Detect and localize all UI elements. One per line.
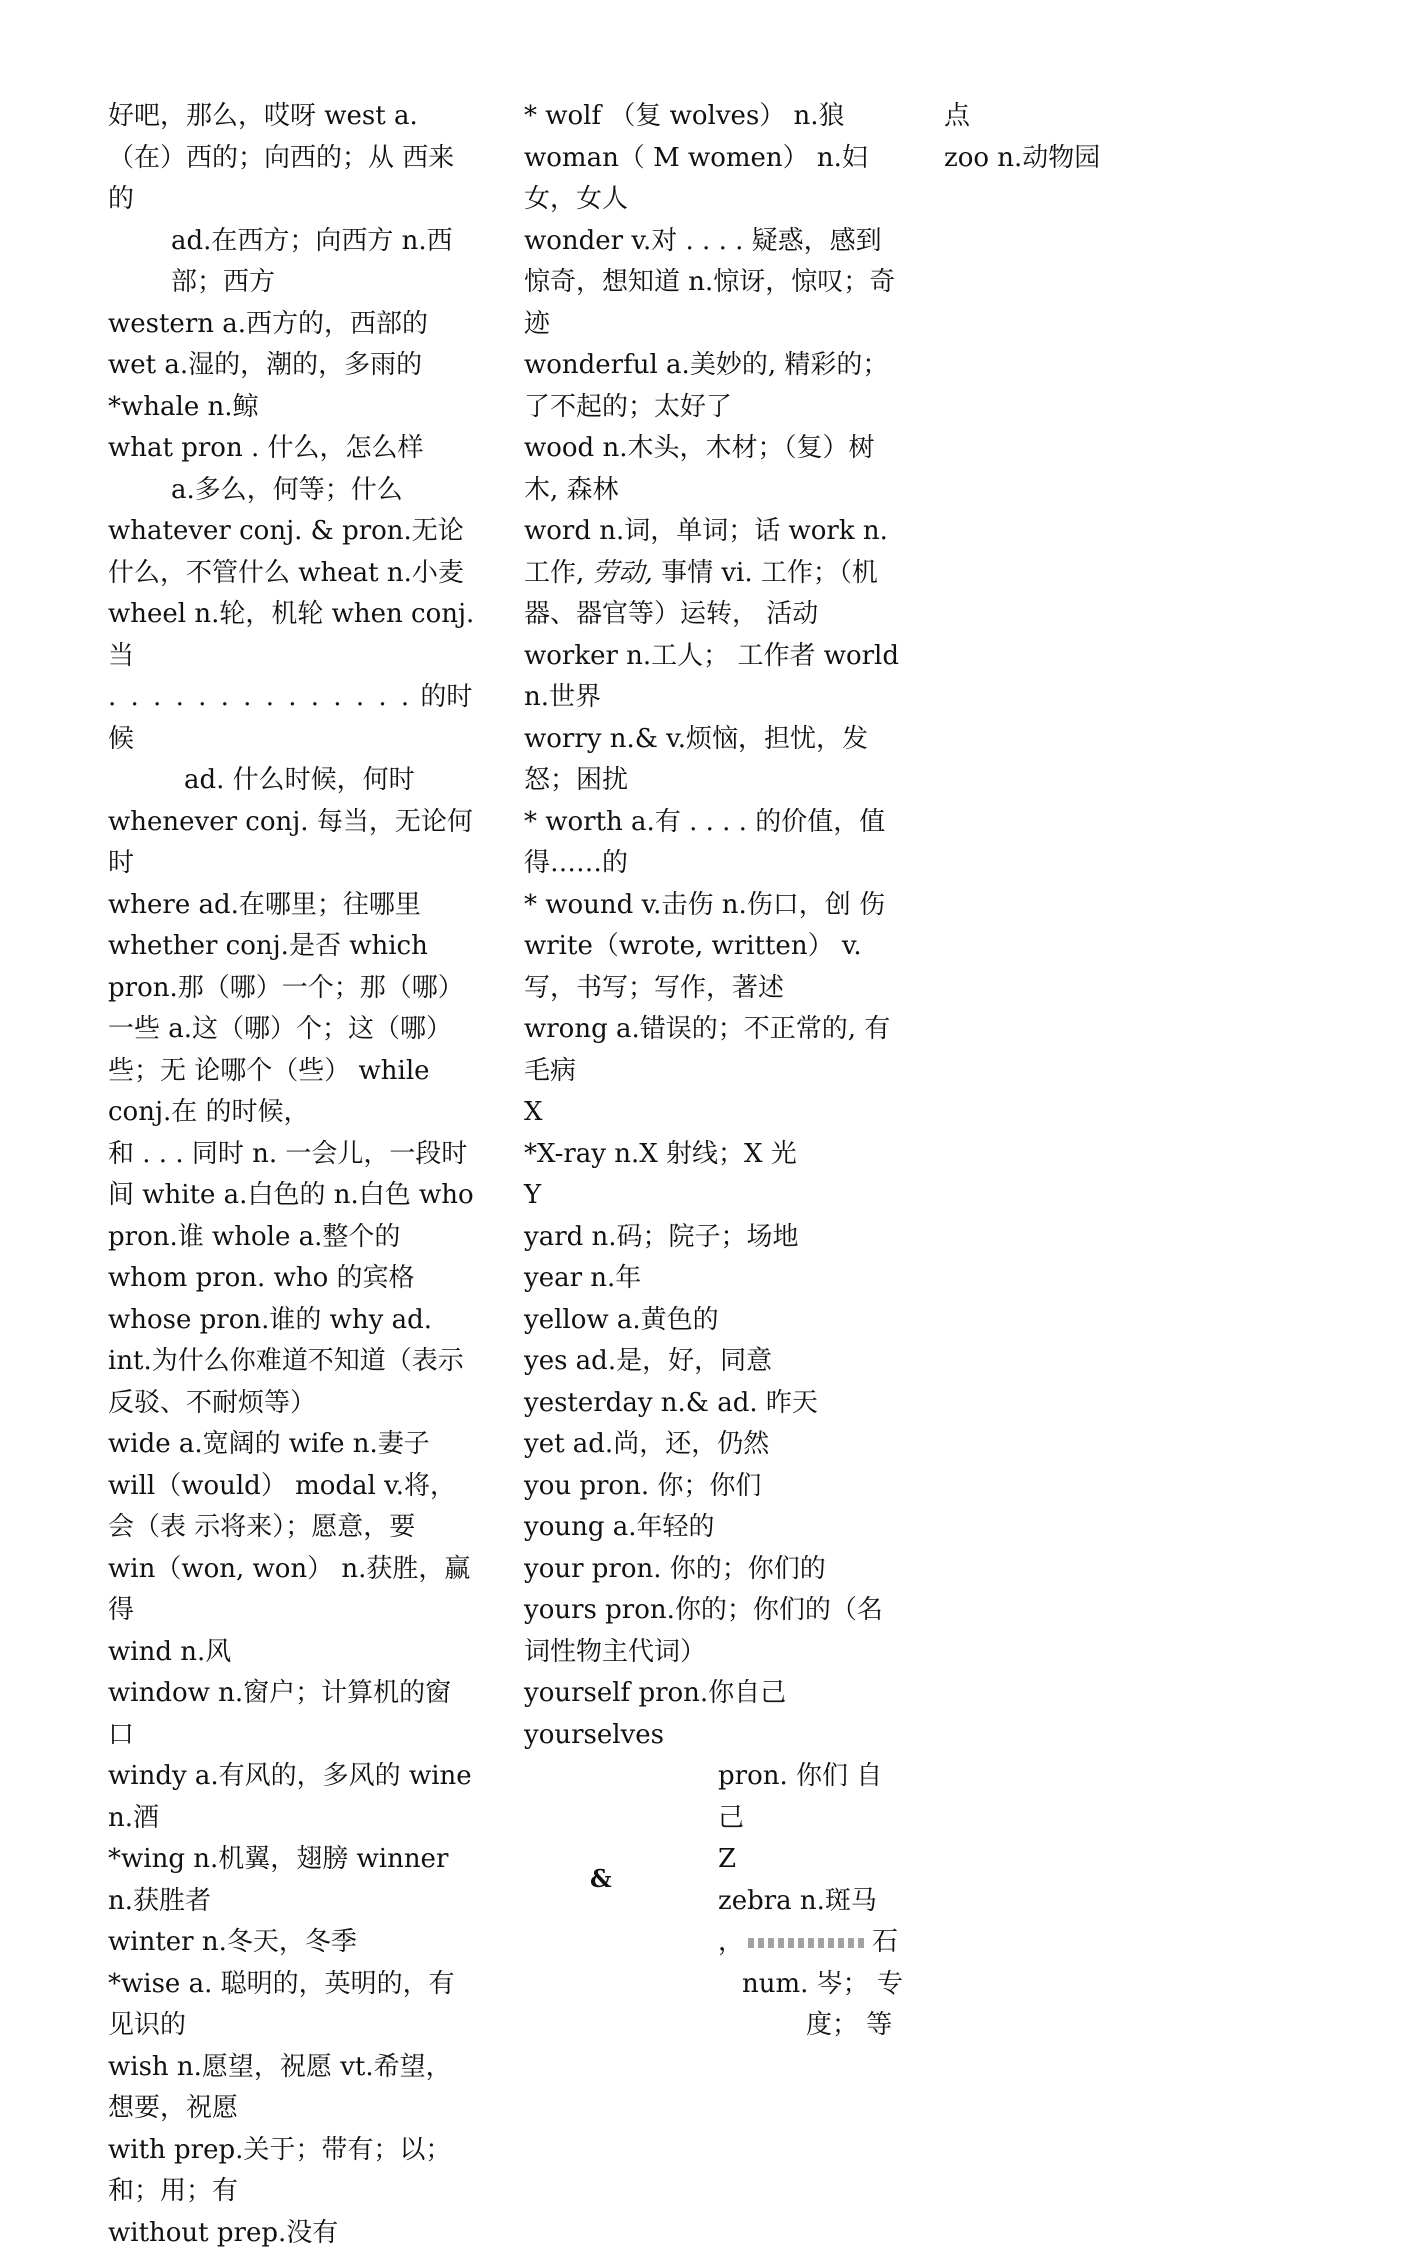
column-right: [944, 96, 1124, 179]
entry: a.多么，何等；什么: [108, 470, 480, 512]
entry: will（would） modal v.将，会（表 示将来）；愿意，要: [108, 1466, 480, 1549]
entry: * worth a.有 . . . . 的价值，值得……的: [524, 802, 904, 885]
entry: western a.西方的，西部的 wet a.湿的，潮的，多雨的 *whale n.鲸: [108, 304, 480, 429]
entry: ad. 什么时候，何时: [108, 760, 480, 802]
entry: worry n.& v.烦恼，担忧，发 怒；困扰: [524, 719, 904, 802]
entry: * wound v.击伤 n.伤口，创 伤: [524, 885, 904, 927]
entry: you pron. 你；你们: [524, 1466, 904, 1508]
entry: 好吧，那么，哎呀 west a.: [108, 96, 480, 138]
entry: 度； 等: [524, 2005, 904, 2047]
entry: wonderful a.美妙的, 精彩的； 了不起的；太好了: [524, 345, 904, 428]
dots: . . . . . . . . . . . . . .: [108, 682, 412, 712]
entry: whether conj.是否 which pron.那（哪）一个；那（哪） 一些 a.这（哪）个；这（哪）些；无 论哪个（些） while conj.在 的时候，: [108, 926, 480, 1134]
entry: with prep.关于；带有；以；和；用；有: [108, 2130, 480, 2213]
entry: *X-ray n.X 射线；X 光: [524, 1134, 904, 1176]
entry-part: 石: [872, 1927, 898, 1957]
entry: * wolf （复 wolves） n.狼: [524, 96, 904, 138]
entry: num. 岑； 专: [524, 1964, 904, 2006]
entry: yesterday n.& ad. 昨天: [524, 1383, 904, 1425]
entry: yet ad.尚，还，仍然: [524, 1424, 904, 1466]
entry: *wing n.机翼，翅膀 winner n.获胜者: [108, 1839, 480, 1922]
garbled-line: [524, 1922, 904, 1964]
entry: yard n.码；院子；场地: [524, 1217, 904, 1259]
entry: window n.窗户；计算机的窗 口: [108, 1673, 480, 1756]
entry: woman（ M women） n.妇女，女人: [524, 138, 904, 221]
entry: yours pron.你的；你们的（名 词性物主代词）: [524, 1590, 904, 1673]
entry: winter n.冬天，冬季: [108, 1922, 480, 1964]
entry: （在）西的；向西的；从 西来的: [108, 138, 480, 221]
comma: ，: [718, 1927, 744, 1957]
entry: win（won, won） n.获胜，赢得: [108, 1549, 480, 1632]
entry: wood n.木头，木材；（复）树木, 森林: [524, 428, 904, 511]
entry-part: word n.词，单词；话 work n.工作,: [524, 516, 888, 588]
entry: [524, 511, 904, 636]
ampersand-mark: &: [590, 1864, 612, 1893]
entry: wide a.宽阔的 wife n.妻子: [108, 1424, 480, 1466]
column-left: [108, 96, 480, 2254]
section-letter-y: Y: [524, 1175, 904, 1217]
entry: 和 . . . 同时 n. 一会儿，一段时间 white a.白色的 n.白色 who pron.谁 whole a.整个的 whom pron. who 的宾格 whose pron.谁的 why ad. int.为什么你难道不知道（表示反驳、不耐烦等）: [108, 1134, 480, 1425]
entry: 点: [944, 96, 1124, 138]
entry-italic: 劳动,: [593, 558, 653, 588]
entry: ad.在西方；向西方 n.西部；西方: [108, 221, 480, 304]
section-letter-x: X: [524, 1092, 904, 1134]
entry-continuation: pron. 你们 自己: [524, 1756, 904, 1839]
entry: wheel n.轮，机轮 when conj. 当: [108, 594, 480, 677]
entry: *wise a. 聪明的，英明的，有见识的: [108, 1964, 480, 2047]
entry: wind n.风: [108, 1632, 480, 1674]
entry: yourself pron.你自己 yourselves: [524, 1673, 904, 1756]
entry: zebra n.斑马: [524, 1881, 904, 1923]
entry: wish n.愿望，祝愿 vt.希望， 想要，祝愿: [108, 2047, 480, 2130]
entry: whatever conj. & pron.无论什么，不管什么 wheat n.小麦: [108, 511, 480, 594]
entry: what pron . 什么，怎么样: [108, 428, 480, 470]
entry: young a.年轻的: [524, 1507, 904, 1549]
entry: where ad.在哪里；往哪里: [108, 885, 480, 927]
section-letter-z: Z: [524, 1839, 904, 1881]
entry-continuation: [108, 677, 480, 760]
entry: whenever conj. 每当，无论何 时: [108, 802, 480, 885]
entry: write（wrote, written） v.写，书写；写作，著述: [524, 926, 904, 1009]
entry: your pron. 你的；你们的: [524, 1549, 904, 1591]
column-middle: [524, 96, 904, 2047]
entry: windy a.有风的，多风的 wine n.酒: [108, 1756, 480, 1839]
entry: without prep.没有: [108, 2213, 480, 2254]
entry: yes ad.是，好，同意: [524, 1341, 904, 1383]
entry: year n.年: [524, 1258, 904, 1300]
entry-part: 事情 vi. 工作；（机器、器官等）运转， 活动: [524, 558, 878, 630]
entry-tail: 的时候: [108, 682, 472, 754]
entry: wrong a.错误的；不正常的, 有毛病: [524, 1009, 904, 1092]
entry: yellow a.黄色的: [524, 1300, 904, 1342]
entry: worker n.工人； 工作者 world n.世界: [524, 636, 904, 719]
entry: wonder v.对 . . . . 疑惑，感到惊奇，想知道 n.惊讶，惊叹；奇迹: [524, 221, 904, 346]
smudged-text: [748, 1938, 868, 1948]
entry: zoo n.动物园: [944, 138, 1124, 180]
